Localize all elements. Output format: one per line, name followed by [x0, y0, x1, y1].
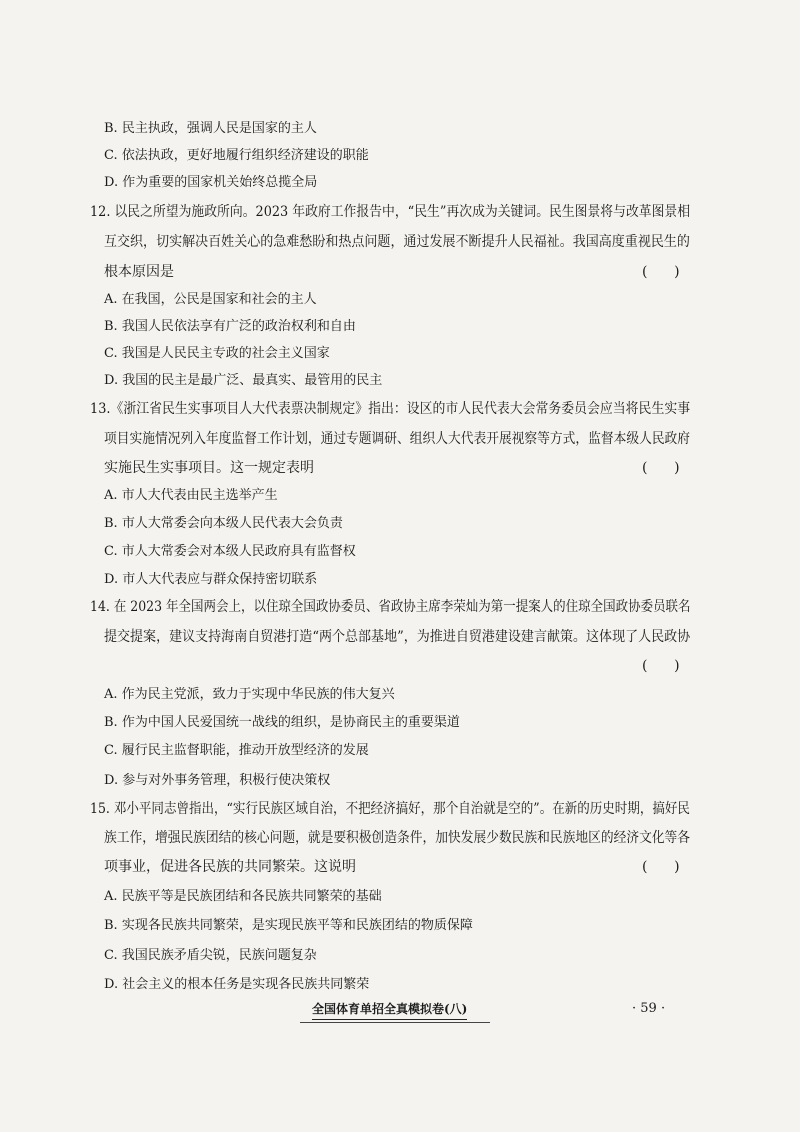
q15-option-b: B. 实现各民族共同繁荣，是实现民族平等和民族团结的物质保障 [104, 918, 473, 933]
q14-answer-paren: ( ) [642, 658, 680, 674]
q15-option-a: A. 民族平等是民族团结和各民族共同繁荣的基础 [104, 889, 382, 904]
q13-stem-line-1: 13.《浙江省民生实事项目人大代表票决制规定》指出：设区的市人民代表大会常务委员会应当将民生实事 [90, 401, 691, 417]
q15-answer-paren: ( ) [642, 859, 680, 875]
q14-stem-line-1: 14. 在 2023 年全国两会上，以住琼全国政协委员、省政协主席李荣灿为第一提案人的住琼全国政协委员联名 [90, 599, 691, 615]
q12-stem-line-1: 12. 以民之所望为施政所向。2023 年政府工作报告中，“民生”再次成为关键词。民生图景将与改革图景相 [90, 204, 691, 220]
q15-option-d: D. 社会主义的根本任务是实现各民族共同繁荣 [104, 977, 370, 992]
q12-answer-paren: ( ) [642, 264, 680, 280]
q15-stem-line-3: 项事业，促进各民族的共同繁荣。这说明 [104, 859, 356, 875]
page-number: · 59 · [632, 1001, 666, 1016]
q12-stem-line-3: 根本原因是 [104, 264, 174, 280]
q15-option-c: C. 我国民族矛盾尖锐，民族问题复杂 [104, 948, 317, 963]
q11-option-c: C. 依法执政，更好地履行组织经济建设的职能 [104, 148, 369, 163]
q12-option-d: D. 我国的民主是最广泛、最真实、最管用的民主 [104, 373, 383, 388]
q11-option-b: B. 民主执政，强调人民是国家的主人 [104, 121, 317, 136]
q14-option-d: D. 参与对外事务管理，积极行使决策权 [104, 773, 331, 788]
q14-stem-line-2: 提交提案，建议支持海南自贸港打造“两个总部基地”，为推进自贸港建设建言献策。这体现了人民政协 [104, 629, 691, 645]
q13-option-c: C. 市人大常委会对本级人民政府具有监督权 [104, 544, 356, 559]
q13-stem-line-3: 实施民生实事项目。这一规定表明 [104, 460, 314, 476]
q15-stem-line-1: 15. 邓小平同志曾指出，“实行民族区域自治，不把经济搞好，那个自治就是空的”。在新的历史时期，搞好民 [90, 801, 690, 817]
q11-option-d: D. 作为重要的国家机关始终总揽全局 [104, 175, 318, 190]
q13-option-d: D. 市人大代表应与群众保持密切联系 [104, 572, 318, 587]
q13-stem-line-2: 项目实施情况列入年度监督工作计划，通过专题调研、组织人大代表开展视察等方式，监督本级人民政府 [104, 431, 691, 447]
q12-option-b: B. 我国人民依法享有广泛的政治权利和自由 [104, 319, 356, 334]
q15-stem-line-2: 族工作，增强民族团结的核心问题，就是要积极创造条件，加快发展少数民族和民族地区的经济文化等各 [104, 830, 691, 846]
q13-answer-paren: ( ) [642, 460, 680, 476]
q14-option-c: C. 履行民主监督职能，推动开放型经济的发展 [104, 743, 369, 758]
q14-option-a: A. 作为民主党派，致力于实现中华民族的伟大复兴 [104, 687, 395, 702]
q12-stem-line-2: 互交织，切实解决百姓关心的急难愁盼和热点问题，通过发展不断提升人民福祉。我国高度重视民生的 [104, 234, 690, 250]
q12-option-a: A. 在我国，公民是国家和社会的主人 [104, 292, 317, 307]
q13-option-a: A. 市人大代表由民主选举产生 [104, 488, 278, 503]
q14-option-b: B. 作为中国人民爱国统一战线的组织，是协商民主的重要渠道 [104, 715, 460, 730]
footer-title: 全国体育单招全真模拟卷(八) [312, 1001, 467, 1020]
q13-option-b: B. 市人大常委会向本级人民代表大会负责 [104, 516, 343, 531]
footer-divider [300, 1022, 490, 1023]
q12-option-c: C. 我国是人民民主专政的社会主义国家 [104, 346, 330, 361]
